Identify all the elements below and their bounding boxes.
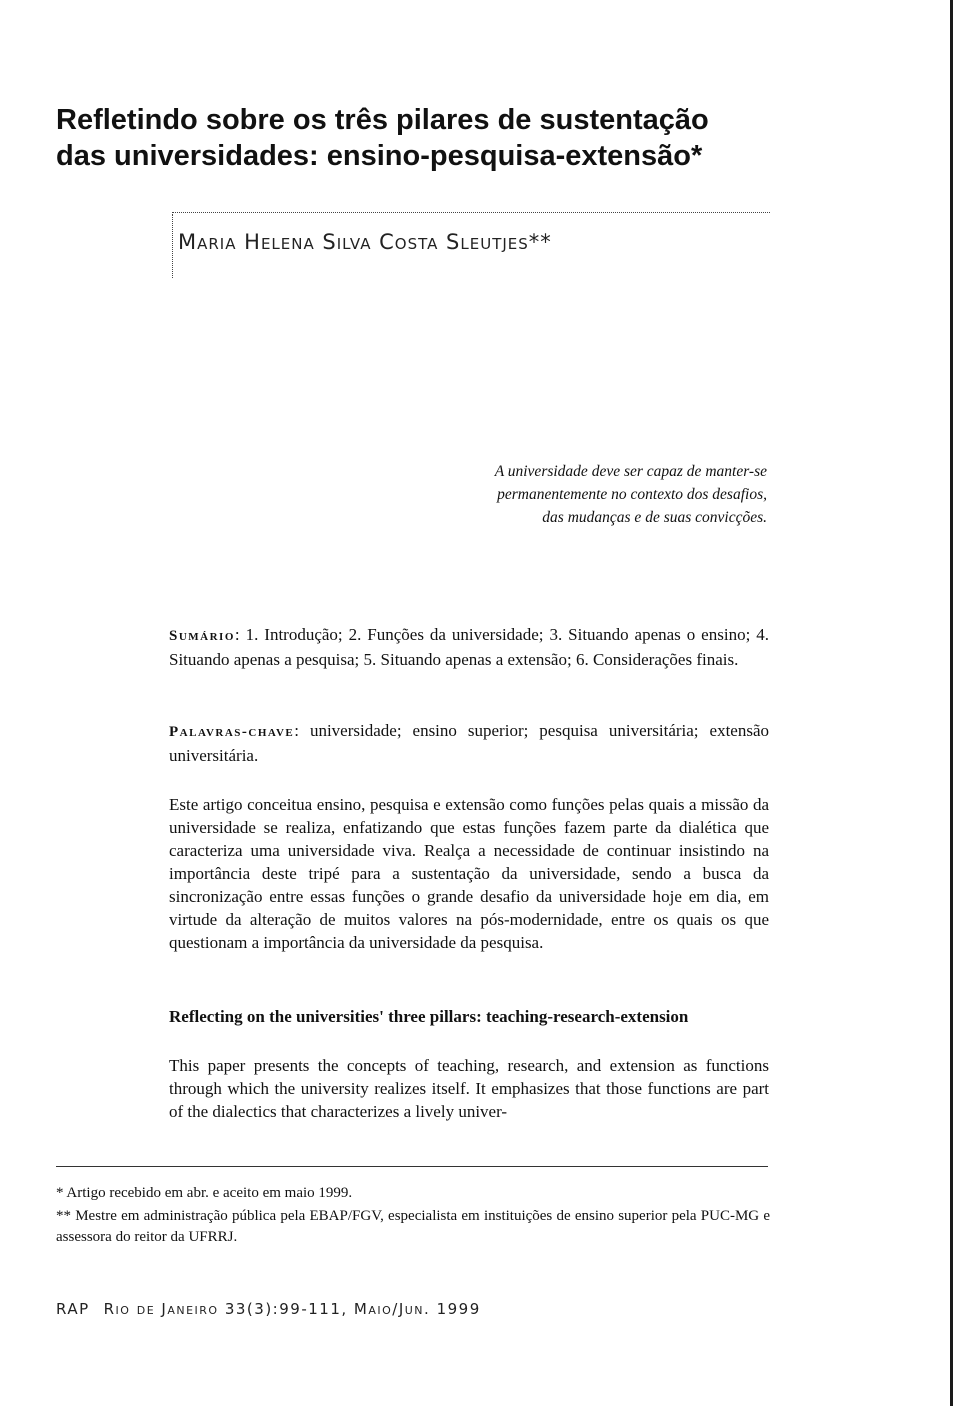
citation-info: Rio de Janeiro 33(3):99-111, Maio/Jun. 1999 <box>103 1300 481 1318</box>
page-footer <box>56 1300 481 1318</box>
footnotes <box>56 1183 770 1250</box>
author-dotted-rule <box>172 212 770 213</box>
keywords-section: Palavras-chave: universidade; ensino superior; pesquisa universitária; extensão universitária. <box>169 721 769 765</box>
footnote-divider <box>56 1166 768 1167</box>
keywords-text: universidade; ensino superior; pesquisa universitária; extensão universitária. <box>169 721 769 765</box>
author-dotted-vertical-rule <box>172 214 173 278</box>
journal-abbreviation: RAP <box>56 1300 90 1318</box>
summary-text: 1. Introdução; 2. Funções da universidade; 3. Situando apenas o ensino; 4. Situando apenas a pesquisa; 5. Situando apenas a extensão; 6. Considerações finais. <box>169 625 769 669</box>
keywords-label: Palavras-chave <box>169 724 295 740</box>
author-name: Maria Helena Silva Costa Sleutjes** <box>178 230 552 254</box>
epigraph-line-3: das mudanças e de suas convicções. <box>542 509 767 526</box>
article-title-line-2: das universidades: ensino-pesquisa-extensão* <box>56 140 703 172</box>
article-title <box>56 102 816 174</box>
footnote-1: * Artigo recebido em abr. e aceito em maio 1999. <box>56 1185 353 1201</box>
summary-label: Sumário <box>169 628 235 644</box>
epigraph <box>400 460 767 529</box>
abstract-portuguese: Este artigo conceitua ensino, pesquisa e extensão como funções pelas quais a missão da universidade se realiza, enfatizando que estas funções fazem parte da dialética que caracteriza uma universidade viva. Realça a necessidade de continuar insistindo na importância deste tripé para a sustentação da universidade, sendo a busca da sincronização entre essas funções o grande desafio da universidade hoje em dia, em virtude da alteração de muitos valores na pós-modernidade, entre os quais os que questionam a importância da universidade da pesquisa. <box>169 795 769 952</box>
abstract-english: This paper presents the concepts of teaching, research, and extension as functions through which the university realizes itself. It emphasizes that those functions are part of the dialectics that characterizes a lively univer- <box>169 1056 769 1121</box>
footnote-2: ** Mestre em administração pública pela EBAP/FGV, especialista em instituições de ensino superior pela PUC-MG e assessora do reitor da UFRRJ. <box>56 1208 770 1245</box>
article-title-line-1: Refletindo sobre os três pilares de sustentação <box>56 104 709 136</box>
epigraph-line-1: A universidade deve ser capaz de manter-se <box>494 463 767 480</box>
epigraph-line-2: permanentemente no contexto dos desafios, <box>497 486 767 503</box>
summary-section: Sumário: 1. Introdução; 2. Funções da universidade; 3. Situando apenas o ensino; 4. Situando apenas a pesquisa; 5. Situando apenas a extensão; 6. Considerações finais. <box>169 625 769 669</box>
english-title: Reflecting on the universities' three pillars: teaching-research-extension <box>169 1007 689 1026</box>
